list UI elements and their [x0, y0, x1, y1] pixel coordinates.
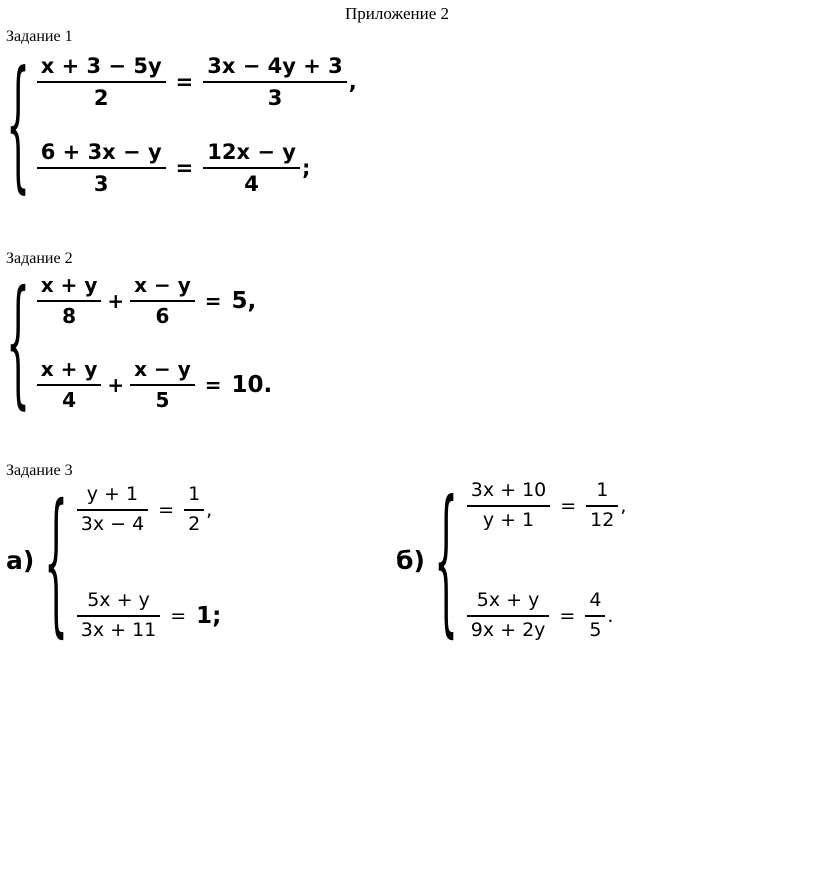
task1-equation-1 [37, 54, 357, 110]
punctuation: , [348, 70, 357, 95]
fraction-bar [467, 505, 551, 507]
part-b-label: б) [396, 546, 425, 575]
fraction [203, 140, 300, 196]
equals-sign: = [175, 155, 194, 180]
denominator: 6 [155, 304, 170, 328]
fraction [77, 590, 161, 642]
brace-icon: { [6, 260, 31, 423]
numerator: x + y [40, 357, 98, 381]
denominator: 2 [93, 86, 109, 111]
denominator: 5 [155, 388, 170, 412]
equals-sign: = [170, 605, 187, 628]
fraction-bar [467, 615, 550, 617]
part-a-label: а) [6, 546, 35, 575]
fraction-bar [203, 81, 347, 83]
numerator: x − y [134, 273, 191, 297]
fraction-bar [203, 167, 300, 169]
task2-title: Задание 2 [6, 250, 73, 267]
punctuation: , [620, 494, 627, 517]
fraction [467, 480, 551, 532]
numerator: x + y [40, 273, 98, 297]
numerator: 3x + 10 [470, 479, 547, 501]
fraction [467, 590, 550, 642]
denominator: 3x − 4 [80, 512, 145, 535]
denominator: 3 [93, 171, 109, 196]
brace-icon: { [44, 470, 69, 652]
denominator: y + 1 [482, 508, 535, 531]
punctuation: , [206, 498, 213, 521]
fraction [585, 590, 605, 642]
right-hand-side: 5, [231, 288, 257, 314]
numerator: 5x + y [476, 589, 540, 612]
numerator: 4 [589, 589, 602, 612]
task1-title: Задание 1 [6, 28, 73, 45]
denominator: 12 [590, 508, 615, 531]
brace-icon: { [434, 466, 459, 653]
task2-equation-1 [37, 274, 273, 328]
equals-sign: = [204, 289, 222, 313]
plus-sign: + [107, 289, 125, 313]
fraction [37, 140, 166, 196]
equals-sign: = [158, 498, 175, 521]
task3-title: Задание 3 [6, 462, 73, 479]
fraction-bar [586, 505, 618, 507]
equals-sign: = [560, 494, 577, 517]
equals-sign: = [559, 605, 576, 628]
denominator: 3 [267, 86, 283, 111]
right-hand-side: 1; [196, 603, 222, 630]
fraction-bar [37, 81, 166, 83]
fraction [130, 358, 195, 412]
numerator: 3x − 4y + 3 [207, 54, 343, 78]
task3-a-system [44, 470, 222, 652]
punctuation: . [607, 605, 614, 628]
denominator: 4 [62, 388, 76, 412]
fraction [184, 484, 204, 536]
task1-equation-2 [37, 140, 357, 196]
denominator: 3x + 11 [80, 619, 157, 642]
fraction-bar [77, 615, 161, 617]
numerator: y + 1 [86, 483, 139, 505]
denominator: 8 [62, 304, 76, 328]
denominator: 2 [188, 512, 201, 535]
task3-a-equation-1 [77, 484, 222, 536]
numerator: x − y [134, 357, 191, 381]
right-hand-side: 10. [231, 372, 273, 398]
fraction-bar [585, 615, 605, 617]
fraction [130, 274, 195, 328]
fraction-bar [130, 300, 195, 302]
task2-equation-2 [37, 358, 273, 412]
numerator: 1 [188, 483, 201, 505]
brace-icon: { [6, 40, 31, 207]
fraction [37, 54, 166, 110]
denominator: 9x + 2y [470, 619, 546, 642]
fraction [203, 54, 347, 110]
denominator: 4 [244, 171, 259, 196]
fraction-bar [37, 167, 166, 169]
fraction-bar [184, 509, 204, 511]
numerator: 1 [596, 479, 609, 501]
fraction [77, 484, 148, 536]
fraction [586, 480, 618, 532]
plus-sign: + [107, 373, 125, 397]
fraction-bar [77, 509, 148, 511]
task3-b-equation-1 [467, 480, 627, 532]
task1-system [6, 40, 357, 207]
fraction-bar [130, 384, 195, 386]
numerator: x + 3 − 5y [40, 54, 162, 78]
task3-b-system [434, 466, 627, 653]
numerator: 5x + y [87, 589, 150, 612]
numerator: 12x − y [207, 139, 296, 164]
denominator: 5 [589, 619, 602, 642]
punctuation: ; [301, 155, 311, 180]
equals-sign: = [204, 373, 222, 397]
page-title: Приложение 2 [345, 4, 449, 23]
task3-b-equation-2 [467, 590, 627, 642]
equals-sign: = [175, 70, 194, 95]
numerator: 6 + 3x − y [40, 139, 162, 164]
task3-a-equation-2 [77, 590, 222, 642]
